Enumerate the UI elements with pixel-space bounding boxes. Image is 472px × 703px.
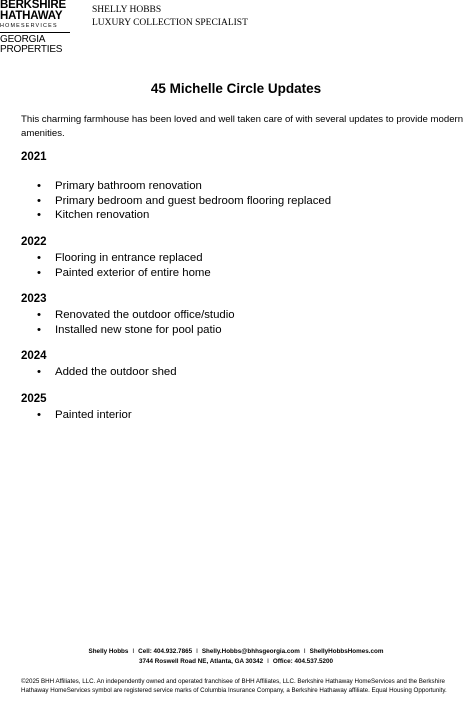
year-heading: 2022 xyxy=(21,236,47,248)
intro-paragraph: This charming farmhouse has been loved and well taken care of with several updates to provide modern amenities. xyxy=(21,114,464,139)
year-heading: 2021 xyxy=(21,151,47,163)
logo-line-1: BERKSHIRE xyxy=(0,0,66,11)
legal-disclaimer: ©2025 BHH Affiliates, LLC. An independently owned and operated franchisee of BHH Affiliates, LLC. Berkshire Hathaway HomeServices and the Berkshire Hathaway HomeServices symbol are registered service marks of Columbia Insurance Company, a Berkshire Hathaway affiliate. Equal Housing Opportunity. xyxy=(21,678,447,694)
update-list xyxy=(37,365,177,380)
year-heading: 2024 xyxy=(21,350,47,362)
list-item: • Primary bathroom renovation xyxy=(37,179,331,194)
list-item: • Kitchen renovation xyxy=(37,208,331,223)
list-item: • Painted exterior of entire home xyxy=(37,266,211,281)
update-list xyxy=(37,408,132,423)
page-title: 45 Michelle Circle Updates xyxy=(150,81,322,96)
year-heading: 2025 xyxy=(21,393,47,405)
footer-contact xyxy=(0,647,472,667)
footer-website[interactable]: ShellyHobbsHomes.com xyxy=(309,648,384,655)
list-item: • Added the outdoor shed xyxy=(37,365,177,380)
footer-email[interactable]: Shelly.Hobbs@bhhsgeorgia.com xyxy=(201,648,300,655)
list-item: • Painted interior xyxy=(37,408,132,423)
agent-info xyxy=(92,4,248,30)
footer-cell: Cell: 404.932.7865 xyxy=(138,648,193,655)
footer-separator: I xyxy=(303,648,306,655)
list-item: • Primary bedroom and guest bedroom flooring replaced xyxy=(37,194,331,209)
footer-separator: I xyxy=(132,648,135,655)
footer-address: 3744 Roswell Road NE, Atlanta, GA 30342 xyxy=(138,658,264,665)
logo-divider xyxy=(0,32,70,33)
company-logo xyxy=(0,0,70,55)
footer-agent-name: Shelly Hobbs xyxy=(88,648,129,655)
agent-name: SHELLY HOBBS xyxy=(92,5,162,15)
footer-separator: I xyxy=(196,648,198,655)
logo-line-2: HATHAWAY xyxy=(0,10,63,22)
list-item: • Renovated the outdoor office/studio xyxy=(37,308,235,323)
footer-contact-line-2 xyxy=(0,657,472,667)
footer-contact-line-1 xyxy=(0,647,472,657)
footer-separator: I xyxy=(267,658,269,665)
footer-office: Office: 404.537.5200 xyxy=(272,658,334,665)
update-list xyxy=(37,179,331,223)
logo-line-4: GEORGIA xyxy=(0,34,46,45)
year-heading: 2023 xyxy=(21,293,47,305)
list-item: • Flooring in entrance replaced xyxy=(37,251,211,266)
agent-title: LUXURY COLLECTION SPECIALIST xyxy=(92,18,248,28)
update-list xyxy=(37,308,235,337)
list-item: • Installed new stone for pool patio xyxy=(37,323,235,338)
logo-line-5: PROPERTIES xyxy=(0,44,63,55)
update-list xyxy=(37,251,211,280)
logo-line-3: HOMESERVICES xyxy=(0,23,58,29)
